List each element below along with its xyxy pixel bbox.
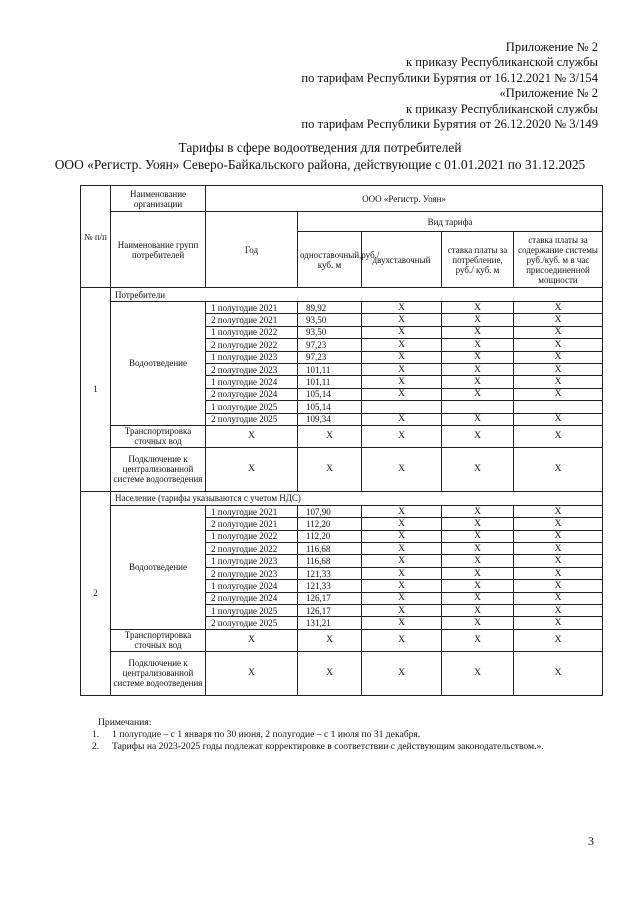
document-title: [0, 140, 640, 173]
not-applicable-mark: Х: [442, 567, 514, 579]
not-applicable-mark: Х: [514, 555, 603, 567]
not-applicable-mark: Х: [442, 617, 514, 629]
period-cell: 2 полугодие 2021: [206, 518, 298, 530]
not-applicable-mark: Х: [206, 651, 298, 695]
header-line: к приказу Республиканской службы: [406, 101, 598, 116]
appendix-header: [301, 40, 598, 132]
not-applicable-mark: Х: [514, 567, 603, 579]
not-applicable-mark: Х: [514, 413, 603, 425]
header-line: «Приложение № 2: [499, 86, 598, 101]
col-header-num: № п/п: [81, 186, 111, 288]
title-line-1: Тарифы в сфере водоотведения для потребителей: [178, 140, 462, 155]
not-applicable-mark: Х: [206, 629, 298, 651]
empty-cell: [514, 401, 603, 413]
period-cell: 1 полугодие 2021: [206, 505, 298, 517]
period-cell: 1 полугодие 2024: [206, 376, 298, 388]
single-rate-value: 105,14: [298, 401, 362, 413]
not-applicable-mark: Х: [442, 339, 514, 351]
not-applicable-mark: Х: [362, 651, 442, 695]
not-applicable-mark: Х: [514, 326, 603, 338]
not-applicable-mark: Х: [362, 605, 442, 617]
not-applicable-mark: Х: [298, 425, 362, 447]
single-rate-value: 97,23: [298, 351, 362, 363]
not-applicable-mark: Х: [442, 651, 514, 695]
not-applicable-mark: Х: [362, 302, 442, 314]
not-applicable-mark: Х: [442, 326, 514, 338]
note-text: Тарифы на 2023-2025 годы подлежат корректировке в соответствии с действующим законодательством.».: [112, 741, 544, 753]
transport-row: [81, 425, 603, 447]
not-applicable-mark: Х: [514, 339, 603, 351]
single-rate-value: 112,20: [298, 530, 362, 542]
single-rate-value: 116,68: [298, 555, 362, 567]
empty-cell: [362, 401, 442, 413]
not-applicable-mark: Х: [298, 629, 362, 651]
not-applicable-mark: Х: [442, 605, 514, 617]
not-applicable-mark: Х: [442, 555, 514, 567]
single-rate-value: 107,90: [298, 505, 362, 517]
period-cell: 1 полугодие 2024: [206, 580, 298, 592]
period-cell: 1 полугодие 2021: [206, 302, 298, 314]
title-line-2: ООО «Регистр. Уоян» Северо-Байкальского района, действующие с 01.01.2021 по 31.12.2025: [54, 156, 586, 172]
tariff-type-header: Вид тарифа: [298, 212, 603, 232]
section-number: 2: [81, 491, 111, 695]
not-applicable-mark: Х: [514, 447, 603, 491]
not-applicable-mark: Х: [362, 413, 442, 425]
col-header-groups: Наименование групп потребителей: [111, 212, 206, 288]
col-header-usage-rate: ставка платы за потребление, руб./ куб. м: [442, 232, 514, 288]
tariff-table: [80, 185, 603, 696]
not-applicable-mark: Х: [442, 580, 514, 592]
not-applicable-mark: Х: [442, 505, 514, 517]
not-applicable-mark: Х: [442, 629, 514, 651]
period-cell: 2 полугодие 2023: [206, 567, 298, 579]
not-applicable-mark: Х: [362, 388, 442, 400]
section-number: 1: [81, 288, 111, 492]
not-applicable-mark: Х: [362, 580, 442, 592]
period-cell: 1 полугодие 2022: [206, 326, 298, 338]
single-rate-value: 101,11: [298, 376, 362, 388]
single-rate-value: 121,33: [298, 567, 362, 579]
not-applicable-mark: Х: [442, 425, 514, 447]
not-applicable-mark: Х: [514, 592, 603, 604]
not-applicable-mark: Х: [362, 543, 442, 555]
not-applicable-mark: Х: [206, 447, 298, 491]
page-number: 3: [588, 834, 594, 848]
transport-row: [81, 629, 603, 651]
col-header-year: Год: [206, 212, 298, 288]
period-cell: 2 полугодие 2022: [206, 543, 298, 555]
period-cell: 2 полугодие 2025: [206, 413, 298, 425]
period-cell: 1 полугодие 2023: [206, 555, 298, 567]
not-applicable-mark: Х: [514, 363, 603, 375]
not-applicable-mark: Х: [298, 651, 362, 695]
not-applicable-mark: Х: [362, 339, 442, 351]
connection-label: Подключение к централизованной системе водоотведения: [111, 447, 206, 491]
single-rate-value: 93,50: [298, 326, 362, 338]
header-line: к приказу Республиканской службы: [406, 55, 598, 70]
col-header-double: двухставочный: [362, 232, 442, 288]
not-applicable-mark: Х: [362, 363, 442, 375]
not-applicable-mark: Х: [514, 302, 603, 314]
not-applicable-mark: Х: [362, 351, 442, 363]
period-cell: 1 полугодие 2025: [206, 401, 298, 413]
not-applicable-mark: Х: [514, 425, 603, 447]
connection-row: [81, 447, 603, 491]
single-rate-value: 116,68: [298, 543, 362, 555]
col-header-org: Наименование организации: [111, 186, 206, 212]
section-title: Население (тарифы указываются с учетом НДС): [111, 491, 603, 505]
not-applicable-mark: Х: [362, 592, 442, 604]
header-line: по тарифам Республики Бурятия от 26.12.2020 № 3/149: [301, 117, 598, 132]
period-cell: 2 полугодие 2021: [206, 314, 298, 326]
not-applicable-mark: Х: [514, 605, 603, 617]
not-applicable-mark: Х: [442, 447, 514, 491]
note-item: [92, 741, 544, 753]
connection-row: [81, 651, 603, 695]
not-applicable-mark: Х: [514, 376, 603, 388]
not-applicable-mark: Х: [514, 388, 603, 400]
notes-title: Примечания:: [98, 717, 152, 728]
not-applicable-mark: Х: [514, 518, 603, 530]
period-cell: 2 полугодие 2025: [206, 617, 298, 629]
single-rate-value: 126,17: [298, 605, 362, 617]
not-applicable-mark: Х: [442, 530, 514, 542]
not-applicable-mark: Х: [362, 376, 442, 388]
not-applicable-mark: Х: [514, 651, 603, 695]
not-applicable-mark: Х: [206, 425, 298, 447]
col-header-capacity-rate: ставка платы за содержание системы руб./куб. м в час присоединенной мощности: [514, 232, 603, 288]
not-applicable-mark: Х: [442, 388, 514, 400]
not-applicable-mark: Х: [362, 518, 442, 530]
not-applicable-mark: Х: [442, 543, 514, 555]
not-applicable-mark: Х: [362, 629, 442, 651]
not-applicable-mark: Х: [514, 580, 603, 592]
service-name: Водоотведение: [111, 505, 206, 629]
not-applicable-mark: Х: [514, 543, 603, 555]
period-cell: 2 полугодие 2024: [206, 388, 298, 400]
single-rate-value: 121,33: [298, 580, 362, 592]
single-rate-value: 89,92: [298, 302, 362, 314]
section-title: Потребители: [111, 288, 603, 302]
single-rate-value: 93,50: [298, 314, 362, 326]
not-applicable-mark: Х: [362, 314, 442, 326]
not-applicable-mark: Х: [362, 555, 442, 567]
not-applicable-mark: Х: [362, 505, 442, 517]
single-rate-value: 97,23: [298, 339, 362, 351]
table-row: [81, 505, 603, 517]
not-applicable-mark: Х: [442, 518, 514, 530]
not-applicable-mark: Х: [442, 314, 514, 326]
not-applicable-mark: Х: [362, 530, 442, 542]
period-cell: 2 полугодие 2023: [206, 363, 298, 375]
notes: [92, 717, 544, 754]
not-applicable-mark: Х: [514, 505, 603, 517]
col-header-single: одноставочный,руб./ куб. м: [298, 232, 362, 288]
period-cell: 1 полугодие 2025: [206, 605, 298, 617]
header-line: Приложение № 2: [505, 40, 598, 54]
service-name: Водоотведение: [111, 302, 206, 426]
not-applicable-mark: Х: [442, 592, 514, 604]
not-applicable-mark: Х: [362, 425, 442, 447]
transport-label: Транспортировка сточных вод: [111, 629, 206, 651]
org-name: ООО «Регистр. Уоян»: [206, 186, 603, 212]
period-cell: 2 полугодие 2024: [206, 592, 298, 604]
period-cell: 1 полугодие 2022: [206, 530, 298, 542]
single-rate-value: 101,11: [298, 363, 362, 375]
not-applicable-mark: Х: [442, 302, 514, 314]
not-applicable-mark: Х: [362, 447, 442, 491]
connection-label: Подключение к централизованной системе водоотведения: [111, 651, 206, 695]
header-line: по тарифам Республики Бурятия от 16.12.2021 № 3/154: [301, 70, 598, 85]
period-cell: 1 полугодие 2023: [206, 351, 298, 363]
not-applicable-mark: Х: [514, 629, 603, 651]
single-rate-value: 109,34: [298, 413, 362, 425]
note-number: 2.: [92, 741, 100, 753]
not-applicable-mark: Х: [514, 530, 603, 542]
not-applicable-mark: Х: [514, 617, 603, 629]
single-rate-value: 105,14: [298, 388, 362, 400]
table-row: [81, 302, 603, 314]
not-applicable-mark: Х: [298, 447, 362, 491]
not-applicable-mark: Х: [442, 376, 514, 388]
transport-label: Транспортировка сточных вод: [111, 425, 206, 447]
section-header-row: [81, 491, 603, 505]
not-applicable-mark: Х: [362, 326, 442, 338]
not-applicable-mark: Х: [514, 351, 603, 363]
single-rate-value: 131,21: [298, 617, 362, 629]
note-number: 1.: [92, 729, 100, 741]
not-applicable-mark: Х: [362, 567, 442, 579]
single-rate-value: 126,17: [298, 592, 362, 604]
period-cell: 2 полугодие 2022: [206, 339, 298, 351]
section-header-row: [81, 288, 603, 302]
empty-cell: [442, 401, 514, 413]
note-item: [92, 729, 544, 741]
not-applicable-mark: Х: [442, 363, 514, 375]
not-applicable-mark: Х: [514, 314, 603, 326]
not-applicable-mark: Х: [442, 413, 514, 425]
not-applicable-mark: Х: [442, 351, 514, 363]
not-applicable-mark: Х: [362, 617, 442, 629]
single-rate-value: 112,20: [298, 518, 362, 530]
note-text: 1 полугодие – с 1 января по 30 июня, 2 полугодие – с 1 июля по 31 декабря.: [112, 729, 421, 741]
